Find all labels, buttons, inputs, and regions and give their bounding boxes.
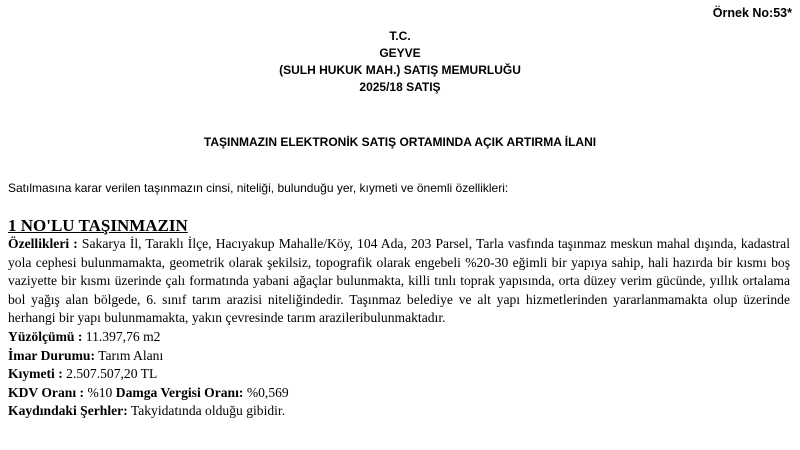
annotations-label: Kaydındaki Şerhler: (8, 403, 128, 419)
annotations-line (8, 402, 790, 421)
annotations-value: Takyidatında olduğu gibidir. (130, 403, 286, 419)
header-line-tc: T.C. (389, 29, 411, 43)
value-line (8, 365, 790, 384)
tax-line (8, 384, 790, 403)
value-amount: 2.507.507,20 TL (66, 366, 158, 382)
value-label: Kıymeti : (8, 366, 63, 382)
header-line-city: GEYVE (379, 46, 421, 60)
property-heading: 1 NO'LU TAŞINMAZIN (8, 216, 188, 235)
property-details (8, 235, 790, 421)
notice-title: TAŞINMAZIN ELEKTRONİK SATIŞ ORTAMINDA AÇIK ARTIRMA İLANI (203, 135, 597, 149)
intro-text: Satılmasına karar verilen taşınmazın cinsi, niteliği, bulunduğu yer, kıymeti ve önemli özellikleri: (8, 181, 509, 195)
area-label: Yüzölçümü : (8, 328, 83, 344)
vat-value: %10 (87, 384, 113, 400)
example-number: Örnek No:53* (712, 6, 792, 20)
area-value: 11.397,76 m2 (85, 328, 161, 344)
zoning-line (8, 347, 790, 366)
features-value: Sakarya İl, Taraklı İlçe, Hacıyakup Mahalle/Köy, 104 Ada, 203 Parsel, Tarla vasfında taşınmaz meskun mahal dışında, kadastral yola cephesi bulunmamakta, geometrik olarak şekilsiz, topografik olarak engebeli %20-30 eğimli bir yapıya sahip, hali hazırda bir kısmı boş vaziyette bir kısmı üzerinde çalı formatında yabani ağaçlar bulunmakta, killi tınlı toprak yapısında, orta düzey verim gücünde, yıllık ortalama bol yağış alan bölgede, 6. sınıf tarım arazisi niteliğindedir. Taşınmaz belediye ve alt yapı hizmetlerinden yararlanmamakta olup üzerinde herhangi bir yapı bulunmamakta, yakın çevresinde tarım arazileribulunmaktadır. (8, 236, 790, 326)
features-label: Özellikleri : (8, 236, 78, 251)
zoning-value: Tarım Alanı (98, 347, 164, 363)
features-paragraph (8, 235, 790, 328)
header-line-file-no: 2025/18 SATIŞ (359, 80, 441, 94)
vat-label: KDV Oranı : (8, 384, 85, 400)
header-line-office: (SULH HUKUK MAH.) SATIŞ MEMURLUĞU (279, 63, 521, 77)
stamp-tax-value: %0,569 (246, 384, 289, 400)
stamp-tax-label: Damga Vergisi Oranı: (115, 384, 244, 400)
area-line (8, 328, 790, 347)
office-header (0, 28, 800, 96)
zoning-label: İmar Durumu: (8, 347, 95, 363)
